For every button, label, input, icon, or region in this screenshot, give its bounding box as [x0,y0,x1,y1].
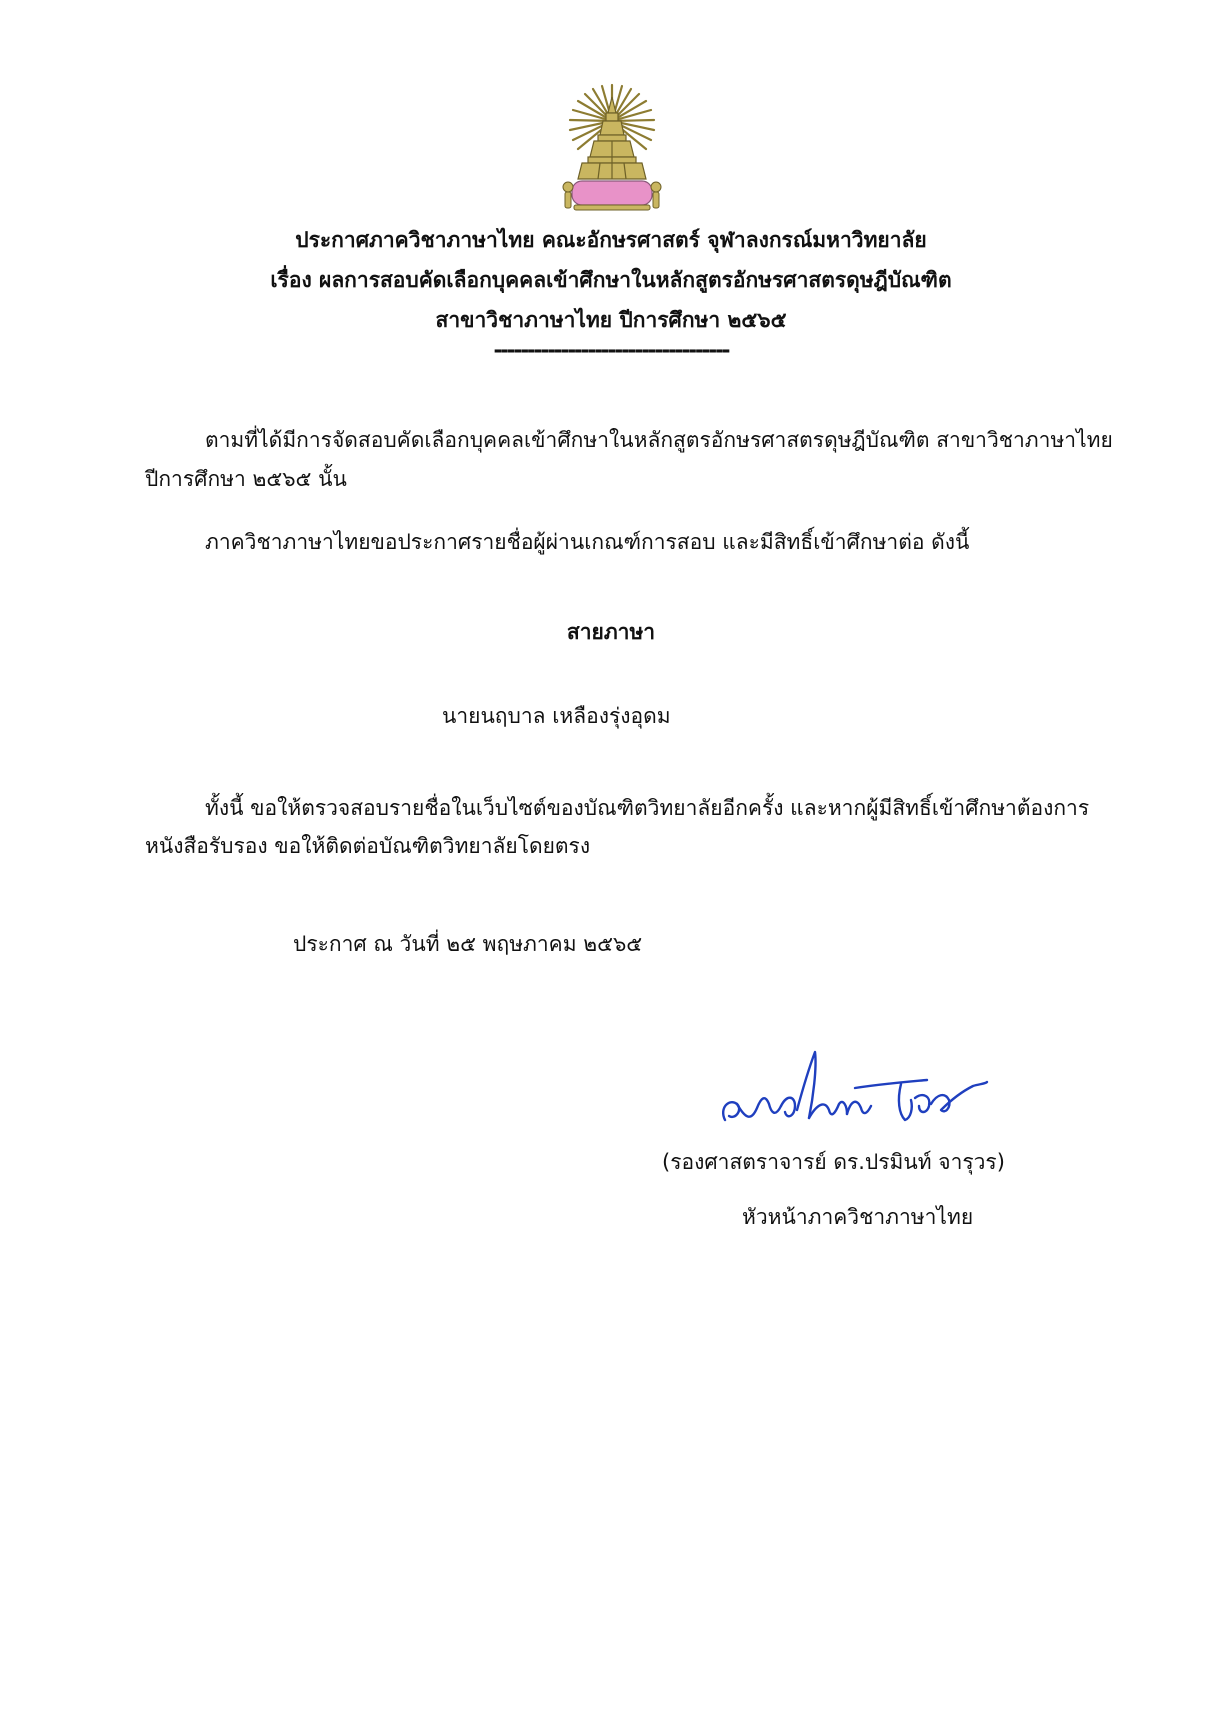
announcement-title-line3: สาขาวิชาภาษาไทย ปีการศึกษา ๒๕๖๕ [435,308,787,332]
list-item: นายนฤบาล เหลืองรุ่งอุดม [442,704,671,728]
paragraph-2: ภาควิชาภาษาไทยขอประกาศรายชื่อผู้ผ่านเกณฑ์การสอบ และมีสิทธิ์เข้าศึกษาต่อ ดังนี้ [205,530,970,554]
signatory-name: (รองศาสตราจารย์ ดร.ปรมินท์ จารุวร) [662,1150,1005,1174]
paragraph-3-line1: ทั้งนี้ ขอให้ตรวจสอบรายชื่อในเว็บไซต์ของบัณฑิตวิทยาลัยอีกครั้ง และหากผู้มีสิทธิ์เข้าศึกษาต้องการ [205,796,1090,820]
announcement-date: ประกาศ ณ วันที่ ๒๕ พฤษภาคม ๒๕๖๕ [293,932,643,956]
announcement-title-line1: ประกาศภาควิชาภาษาไทย คณะอักษรศาสตร์ จุฬาลงกรณ์มหาวิทยาลัย [295,228,927,252]
paragraph-1-line1: ตามที่ได้มีการจัดสอบคัดเลือกบุคคลเข้าศึกษาในหลักสูตรอักษรศาสตรดุษฎีบัณฑิต สาขาวิชาภาษาไทย [205,428,1113,452]
title-separator: ----------------------------------- [493,338,729,362]
emblem-base [572,181,652,205]
paragraph-1-line2: ปีการศึกษา ๒๕๖๕ นั้น [145,467,347,491]
section-heading: สายภาษา [566,620,656,644]
handwritten-signature [705,1048,995,1138]
university-emblem [560,83,664,219]
paragraph-3-line2: หนังสือรับรอง ขอให้ติดต่อบัณฑิตวิทยาลัยโดยตรง [145,834,591,858]
announcement-title-line2: เรื่อง ผลการสอบคัดเลือกบุคคลเข้าศึกษาในหลักสูตรอักษรศาสตรดุษฎีบัณฑิต [270,268,952,292]
signatory-title: หัวหน้าภาควิชาภาษาไทย [742,1205,974,1229]
emblem-crown [578,97,646,179]
